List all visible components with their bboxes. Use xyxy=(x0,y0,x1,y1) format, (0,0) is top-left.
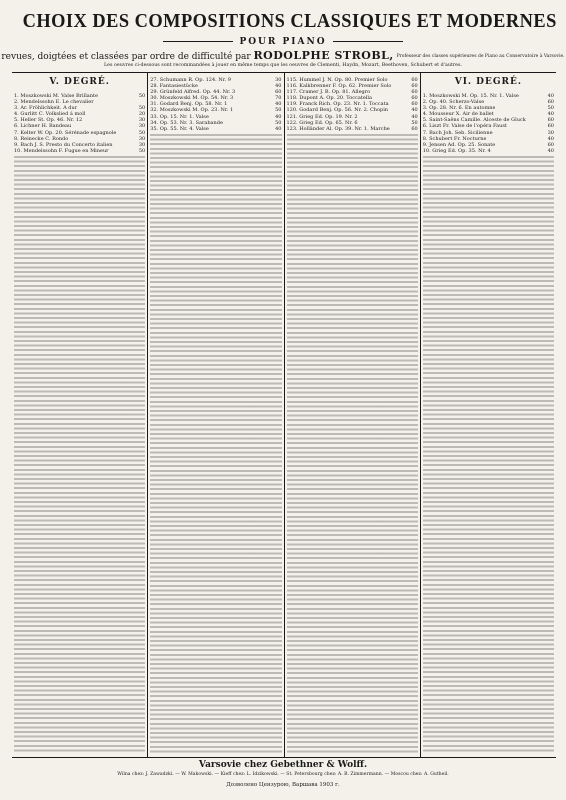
author-note: Professeur des classes supérieures de Piano au Conservatoire à Varsovie. xyxy=(396,54,565,59)
entry-price: 40 xyxy=(547,135,554,142)
entry-price: 50 xyxy=(138,147,146,154)
entry-title: 9. Bach J. S. Presto du Concerto italien xyxy=(14,141,113,148)
entry-price: 50 xyxy=(138,105,146,112)
entry-price: 60 xyxy=(411,77,418,83)
entry-title: 7. Bach Joh. Seb. Sicilienne xyxy=(422,129,493,136)
left-rule xyxy=(163,41,233,42)
entry-title: 30. Moszkowski M. Op. 54. Nr. 3 xyxy=(150,95,234,102)
column-2-body xyxy=(150,77,281,753)
catalogue-text-lines xyxy=(150,134,281,753)
catalogue-text-texture xyxy=(423,156,554,753)
entry-title: 6. Lichner H. Bandeau xyxy=(14,123,72,130)
entry-title: 10. Grieg Ed. Op. 35. Nr. 4 xyxy=(422,147,491,154)
column-4-heading: VI. DEGRÉ. xyxy=(454,77,523,87)
subtitle-text: POUR PIANO xyxy=(239,37,327,47)
entry-price: 40 xyxy=(547,93,554,99)
entry-price: 50 xyxy=(138,93,146,99)
entry-title: 2. Op. 40. Scherzo-Valse xyxy=(422,99,485,106)
column-3 xyxy=(285,73,421,757)
entry-price: 20 xyxy=(138,111,146,118)
entry-price: 60 xyxy=(547,123,554,130)
entry-price: 30 xyxy=(138,123,146,130)
entry-price: 60 xyxy=(411,101,418,108)
entry-title: 35. Op. 55. Nr. 4. Valse xyxy=(150,125,209,132)
entry-title: 3. Op. 28. Nr. 6. En automne xyxy=(422,105,496,112)
entry-price: 40 xyxy=(275,83,282,90)
column-1-heading: V. DEGRÉ. xyxy=(49,77,110,87)
column-4-body xyxy=(423,93,554,753)
entry-price: 40 xyxy=(411,107,418,114)
column-2 xyxy=(148,73,284,757)
catalogue-entry xyxy=(287,126,418,132)
entry-title: 34. Op. 53. Nr. 3. Sarabande xyxy=(150,119,223,126)
catalogue-text-lines xyxy=(423,156,554,753)
entry-price: 60 xyxy=(547,141,554,148)
catalogue-entry xyxy=(150,126,281,132)
entry-title: 4. Gurlitt C. Volkslied á moll xyxy=(14,111,86,118)
entry-title: 4. Mousseur X. Air de ballet xyxy=(422,111,494,118)
entry-price: 30 xyxy=(138,135,146,142)
author-line xyxy=(0,49,566,62)
entry-title: 115. Hummel J. N. Op. 80. Premier Solo xyxy=(286,77,388,83)
entry-price: 70 xyxy=(275,95,282,102)
entry-price: 60 xyxy=(411,89,418,96)
catalogue-entry xyxy=(14,148,145,154)
entry-title: 31. Godard Benj. Op. 58. Nr. 1 xyxy=(150,101,228,108)
entry-title: 27. Schumann R. Op. 124. Nr. 9 xyxy=(150,77,231,83)
entry-title: 32. Moszkowski M. Op. 23. Nr. 1 xyxy=(150,107,234,114)
entry-title: 116. Kalkbrenner F. Op. 62. Premier Solo xyxy=(286,83,392,90)
entry-title: 119. Franck Rich. Op. 23. Nr. 1. Toccata xyxy=(286,101,389,108)
entry-title: 8. Schubert Fr. Nocturne xyxy=(422,135,487,142)
entry-title: 117. Cramer J. B. Op. 81. Allegro xyxy=(286,89,371,96)
catalogue-text-lines xyxy=(287,134,418,753)
entry-title: 33. Op. 15. Nr. 1. Valse xyxy=(150,113,209,120)
entry-price: 60 xyxy=(547,99,554,106)
column-1 xyxy=(12,73,148,757)
entry-price: 60 xyxy=(411,95,418,102)
publisher-line: Varsovie chez Gebethner & Wolff. xyxy=(198,760,368,770)
entry-title: 8. Reinecke C. Rondo xyxy=(14,135,69,142)
entry-price: 50 xyxy=(411,119,418,126)
entry-title: 1. Moszkowski M. Op. 15. Nr. 1. Valse xyxy=(422,93,519,99)
entry-title: 10. Mendelssohn F. Fugue en Mineur xyxy=(14,147,109,154)
subtitle xyxy=(0,37,566,47)
entry-title: 1. Moszkowski M. Valse Brillante xyxy=(14,93,98,99)
entry-price: 60 xyxy=(547,117,554,124)
catalogue-text-lines xyxy=(14,156,145,753)
censorship-line: Дозволено Цензурою, Варшава 1903 г. xyxy=(226,782,340,788)
entry-price: 40 xyxy=(275,125,282,132)
author-prefix: revues, doigtées et classées par ordre de difficulté par xyxy=(1,52,251,62)
column-1-body xyxy=(14,93,145,753)
entry-price: 40 xyxy=(547,147,554,154)
catalogue-text-texture xyxy=(150,134,281,753)
entry-price: 60 xyxy=(411,125,418,132)
entry-title: 118. Dupont A. Op. 20. Toccatella xyxy=(286,95,372,102)
entry-title: 120. Godard Benj. Op. 56. Nr. 2. Chopin xyxy=(286,107,389,114)
entry-price: 60 xyxy=(411,83,418,90)
catalogue-text-texture xyxy=(14,156,145,753)
catalogue-entry xyxy=(423,148,554,154)
entry-price: 40 xyxy=(275,101,282,108)
entry-price: 50 xyxy=(547,105,554,112)
entry-price: 50 xyxy=(275,107,282,114)
entry-price: 30 xyxy=(138,141,146,148)
entry-title: 28. Fantasiestücke xyxy=(150,83,198,90)
entry-price: 30 xyxy=(547,129,554,136)
column-4 xyxy=(421,73,556,757)
entry-title: 29. Grünfeld Alfred. Op. 44. Nr. 3 xyxy=(150,89,236,96)
entry-title: 2. Mendelssohn E. Le chevalier xyxy=(14,99,94,106)
entry-price: 40 xyxy=(411,113,418,120)
entry-title: 121. Grieg Ed. Op. 19. Nr. 2 xyxy=(286,113,358,120)
entry-title: 3. Ar. Fröhlichkeit. A dur xyxy=(14,105,78,112)
entry-title: 9. Jensen Ad. Op. 25. Sonate xyxy=(422,141,496,148)
entry-price: 50 xyxy=(138,129,146,136)
entry-price: 40 xyxy=(275,113,282,120)
entry-title: 122. Grieg Ed. Op. 65. Nr. 6 xyxy=(286,119,358,126)
entry-price: 60 xyxy=(275,89,282,96)
entry-title: 5. Saint-Saëns Camille. Alceste de Gluck xyxy=(422,117,526,124)
catalogue-text-texture xyxy=(287,134,418,753)
entry-title: 6. Liszt Fr. Valse de l'opéra Faust xyxy=(422,123,507,130)
right-rule xyxy=(333,41,403,42)
entry-price: 50 xyxy=(275,119,282,126)
distributors-line: Wilna chez: J. Zawadzki. — W. Makowski. — Kieff chez: L. Idzikowski. — St. Petersbourg chez: A. B. Zimmermann. — Moscou chez: A. Gutheil. xyxy=(117,772,449,777)
catalogue-columns xyxy=(12,72,556,758)
entry-title: 7. Kelter W. Op. 20. Sérénade espagnole xyxy=(14,129,117,136)
entry-price: 40 xyxy=(547,111,554,118)
page-title: CHOIX DES COMPOSITIONS CLASSIQUES ET MODERNES xyxy=(22,10,557,32)
column-3-body xyxy=(287,77,418,753)
recommendation-line: Les oeuvres ci-dessous sont recommandées à jouer en même temps que les oeuvres de Clementi, Haydn, Mozart, Beethoven, Schubert et d'autres. xyxy=(104,63,462,68)
entry-title: 5. Heller St. Op. 46. Nr. 12 xyxy=(14,117,83,124)
author-name: RODOLPHE STROBL, xyxy=(253,49,394,62)
entry-price: 30 xyxy=(275,77,282,83)
entry-title: 123. Holländer Al. Op. 39. Nr. 1. Marche xyxy=(286,125,390,132)
entry-price: 30 xyxy=(138,117,146,124)
